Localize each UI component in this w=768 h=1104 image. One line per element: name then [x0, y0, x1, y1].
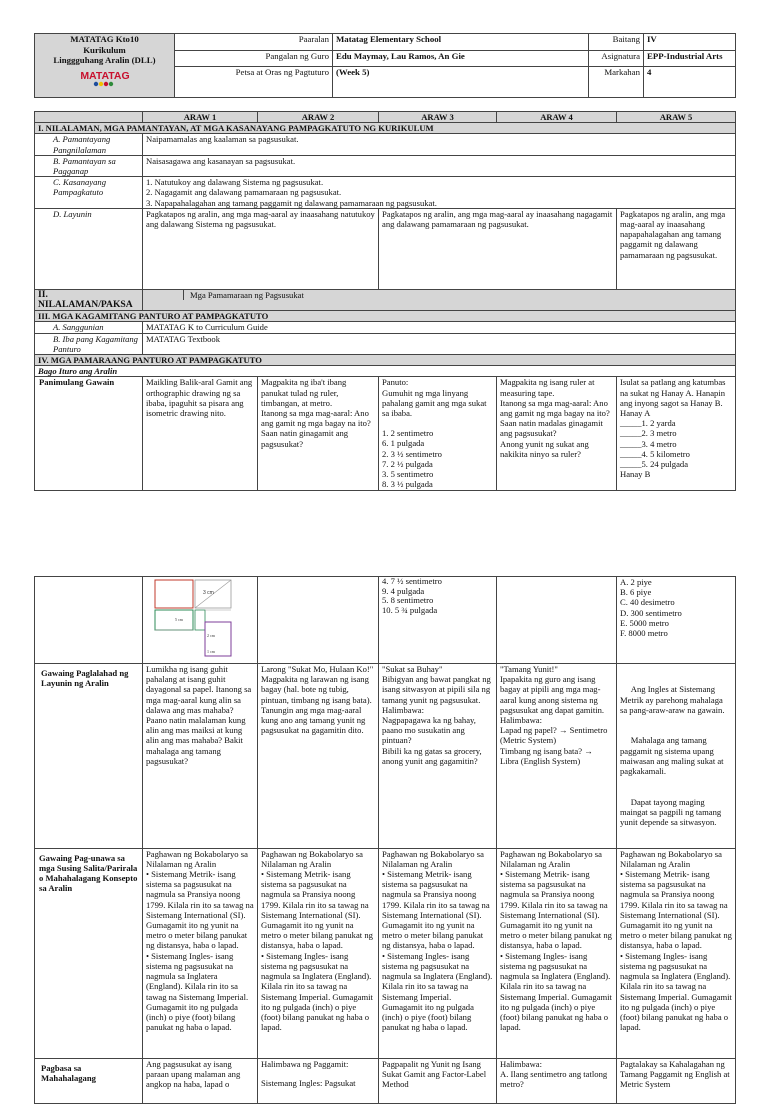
value-pamantayang-pangnilalaman: Naipamamalas ang kaalaman sa pagsusukat.	[143, 134, 736, 155]
vocab-metric: • Sistemang Metrik- isang sistema sa pagsusukat na nagmula sa Pransiya noong 1799. Kilala rin ito sa tawag na Sistemang International (SI). Gumagamit ito ng yunit na metro o meter bilang panukat ng distansya, haba o lapad.	[382, 869, 490, 951]
day-header-1: ARAW 1	[143, 112, 258, 123]
value-guro: Edu Maymay, Lau Ramos, An Gie	[333, 50, 589, 67]
kasanayan-line-3: 3. Napapahalagahan ang tamang paggamit ng dalawang pamamaraan ng pagsusukat.	[146, 197, 437, 208]
label-markahan: Markahan	[589, 67, 644, 98]
panimulang-araw-1: Maikling Balik-aral Gamit ang orthographic drawing ng sa ibaba, ipaguhit sa pisara ang isometric drawing nito.	[143, 377, 258, 491]
pag-unawa-araw-4	[497, 848, 617, 1058]
vocab-english: • Sistemang Ingles- isang sistema ng pagsusukat na nagmula sa Inglatera (England). Kilala rin ito sa tawag na Sistemang Imperial. Gumagamit ito ng pulgada (inch) o piye (foot) bilang panukat ng haba o lapad.	[146, 950, 249, 1033]
section-3-title: III. MGA KAGAMITANG PANTURO AT PAMPAGKATUTO	[35, 311, 736, 322]
pag-unawa-araw-2	[258, 848, 379, 1058]
paglalahad-2-line-1: Larong "Sukat Mo, Hulaan Ko!"	[261, 664, 374, 674]
paglalahad-3-line-5: Bibili ka ng gatas sa grocery, anong yunit ang gagamitin?	[382, 745, 482, 766]
measure-item: 3. 5 sentimetro	[382, 469, 434, 480]
pag-unawa-araw-3	[379, 848, 497, 1058]
label-paaralan: Paaralan	[175, 34, 333, 51]
cont-araw-3	[379, 577, 497, 664]
hanay-a-item: _____3. 4 metro	[620, 438, 677, 449]
hanay-b-item: C. 40 desimetro	[620, 597, 675, 608]
section-2-value	[143, 289, 736, 310]
vocab-title: Paghawan ng Bokabolaryo sa Nilalaman ng Aralin	[146, 848, 248, 869]
cont-araw-4	[497, 577, 617, 664]
paglalahad-araw-3	[379, 664, 497, 849]
vocab-metric: • Sistemang Metrik- isang sistema sa pagsusukat na nagmula sa Pransiya noong 1799. Kilala rin ito sa tawag na Sistemang International (SI). Gumagamit ito ng yunit na metro o meter bilang panukat ng distansya, haba o lapad.	[620, 869, 732, 951]
label-kasanayang-pampagkatuto: C. Kasanayang Pampagkatuto	[35, 177, 143, 209]
vocab-title: Paghawan ng Bokabolaryo sa Nilalaman ng Aralin	[382, 848, 484, 869]
section-4-title: IV. MGA PAMARAANG PANTURO AT PAMPAGKATUTO	[35, 355, 736, 366]
vocab-metric: • Sistemang Metrik- isang sistema sa pagsusukat na nagmula sa Pransiya noong 1799. Kilala rin ito sa tawag na Sistemang International (SI). Gumagamit ito ng yunit na metro o meter bilang panukat ng distansya, haba o lapad.	[500, 869, 612, 951]
drawing-label: 5 cm	[175, 617, 183, 622]
panimulang-3-intro-2: Gumuhit ng mga linyang pahalang gamit ang mga sukat sa ibaba.	[382, 387, 487, 419]
measure-item: 8. 3 ½ pulgada	[382, 479, 433, 490]
matatag-logo	[38, 69, 171, 89]
label-sanggunian: A. Sanggunian	[35, 322, 143, 333]
pagbasa-araw-1: Ang pagsusukat ay isang paraan upang malaman ang angkop na haba, lapad o	[143, 1058, 258, 1103]
day-header-4: ARAW 4	[497, 112, 617, 123]
paglalahad-3-line-2: Bibigyan ang bawat pangkat ng isang sitwasyon at pipili sila ng tamang yunit ng pagsusukat.	[382, 674, 491, 705]
paglalahad-araw-5	[617, 664, 736, 849]
vocab-english: • Sistemang Ingles- isang sistema ng pagsusukat na nagmula sa Inglatera (England). Kilala rin ito sa tawag na Sistemang Imperial. Gumagamit ito ng pulgada (inch) o piye (foot) bilang panukat ng haba o lapad.	[382, 950, 493, 1033]
value-kasanayang-pampagkatuto	[143, 177, 736, 209]
logo-text: MATATAG	[79, 69, 130, 82]
paglalahad-2-line-2: Magpakita ng larawan ng isang bagay (hal. bote ng tubig, pintuan, timbang ng isang bata).	[261, 674, 372, 705]
vocab-metric: • Sistemang Metrik- isang sistema sa pagsusukat na nagmula sa Pransiya noong 1799. Kilala rin ito sa tawag na Sistemang International (SI). Gumagamit ito ng yunit na metro o meter bilang panukat ng distansya, haba o lapad.	[146, 869, 254, 951]
section-1-title: I. NILALAMAN, MGA PAMANTAYAN, AT MGA KASANAYANG PAMPAGKATUTO NG KURIKULUM	[35, 123, 736, 134]
dll-continuation-table	[34, 576, 736, 1104]
program-line-3: Linggguhang Aralin (DLL)	[53, 55, 156, 65]
panimulang-4-line-3: Saan natin madalas ginagamit ang pagsusukat?	[500, 418, 603, 439]
paksa-spacer	[143, 290, 184, 300]
paglalahad-araw-4	[497, 664, 617, 849]
day-header-3: ARAW 3	[379, 112, 497, 123]
vocab-metric: • Sistemang Metrik- isang sistema sa pagsusukat na nagmula sa Pransiya noong 1799. Kilala rin ito sa tawag na Sistemang International (SI). Gumagamit ito ng yunit na metro o meter bilang panukat ng distansya, haba o lapad.	[261, 869, 373, 951]
paglalahad-2-line-3: Tanungin ang mga mag-aaral kung ano ang tamang yunit ng pagsusukat na gagamitin dito.	[261, 704, 366, 736]
pag-unawa-araw-5	[617, 848, 736, 1058]
pagbasa-2-line-2: Sistemang Ingles: Pagsukat	[261, 1077, 356, 1088]
drawing-label: 3 cm	[203, 590, 214, 596]
header-table	[34, 33, 736, 98]
drawing-label: 1 cm	[207, 649, 215, 654]
section-4-subtitle: Bago Ituro ang Aralin	[35, 366, 736, 377]
paglalahad-araw-2	[258, 664, 379, 849]
value-iba-pang-kagamitan: MATATAG Textbook	[143, 333, 736, 354]
cont-araw-5	[617, 577, 736, 664]
orthographic-drawing-cell	[143, 577, 258, 664]
paksa-value: Mga Pamamaraan ng Pagsusukat	[190, 289, 304, 300]
drawing-label: 2 cm	[207, 633, 215, 638]
paglalahad-3-line-4: Nagpapagawa ka ng bahay, paano mo susukatin ang pintuan?	[382, 715, 476, 746]
vocab-title: Paghawan ng Bokabolaryo sa Nilalaman ng Aralin	[261, 848, 363, 869]
paglalahad-4-line-5: Timbang ng isang bata? → Libra (English System)	[500, 745, 593, 766]
value-asignatura: EPP-Industrial Arts	[644, 50, 736, 67]
section-2-title: II. NILALAMAN/PAKSA	[35, 289, 143, 310]
paglalahad-4-line-4: Lapad ng papel? → Sentimetro (Metric System)	[500, 725, 608, 746]
measure-item: 5. 8 sentimetro	[382, 595, 434, 606]
hanay-b-item: F. 8000 metro	[620, 628, 668, 639]
vocab-title: Paghawan ng Bokabolaryo sa Nilalaman ng Aralin	[620, 848, 722, 869]
hanay-a-item: _____1. 2 yarda	[620, 418, 676, 429]
measure-item: 2. 3 ½ sentimetro	[382, 448, 442, 459]
day-header-5: ARAW 5	[617, 112, 736, 123]
hanay-b-item: A. 2 piye	[620, 577, 652, 587]
hanay-a-title: Hanay A	[620, 408, 651, 419]
value-paaralan: Matatag Elementary School	[333, 34, 589, 51]
program-cell	[35, 34, 175, 98]
vocab-english: • Sistemang Ingles- isang sistema ng pagsusukat na nagmula sa Inglatera (England). Kilala rin ito sa tawag na Sistemang Imperial. Gumagamit ito ng pulgada (inch) o piye (foot) bilang panukat ng haba o lapad.	[261, 950, 373, 1033]
hanay-a-item: _____4. 5 kilometro	[620, 448, 690, 459]
value-markahan: 4	[644, 67, 736, 98]
measure-item: 1. 2 sentimetro	[382, 428, 434, 439]
label-layunin: D. Layunin	[35, 208, 143, 289]
cont-label-cell	[35, 577, 143, 664]
pagbasa-4-line-1: Halimbawa:	[500, 1058, 542, 1069]
dll-main-table	[34, 111, 736, 491]
kasanayan-line-1: 1. Natutukoy ang dalawang Sistema ng pagsusukat.	[146, 177, 324, 188]
hanay-a-item: _____2. 3 metro	[620, 428, 677, 439]
vocab-english: • Sistemang Ingles- isang sistema ng pagsusukat na nagmula sa Inglatera (England). Kilala rin ito sa tawag na Sistemang Imperial. Gumagamit ito ng pulgada (inch) o piye (foot) bilang panukat ng haba o lapad.	[500, 950, 612, 1033]
panimulang-2-line-1: Magpakita ng iba't ibang panukat tulad ng ruler, timbangan, at metro.	[261, 377, 347, 408]
pag-unawa-araw-1	[143, 848, 258, 1058]
label-guro: Pangalan ng Guro	[175, 50, 333, 67]
corner-cell	[35, 112, 143, 123]
pagbasa-2-line-1: Halimbawa ng Paggamit:	[261, 1058, 349, 1069]
pagbasa-araw-3: Pagpapalit ng Yunit ng Isang Sukat Gamit ang Factor-Label Method	[379, 1058, 497, 1103]
panimulang-2-line-2: Itanong sa mga mag-aaral: Ano ang gamit ng mga bagay na ito?	[261, 408, 371, 429]
value-baitang: IV	[644, 34, 736, 51]
value-petsa: (Week 5)	[333, 67, 589, 98]
label-pamantayang-pangnilalaman: A. Pamantayang Pangnilalaman	[35, 134, 143, 155]
hanay-b-item: B. 6 piye	[620, 587, 652, 598]
measure-item: 9. 4 pulgada	[382, 585, 425, 596]
paglalahad-3-line-1: "Sukat sa Buhay"	[382, 664, 443, 674]
panimulang-4-line-2: Itanong sa mga mag-aaral: Ano ang gamit ng mga bagay na ito?	[500, 397, 610, 419]
paglalahad-araw-1: Lumikha ng isang guhit pahalang at isang guhit dayagonal sa papel. Itanong sa mga mag-aaral kung alin sa dalawa ang mas mahaba? Paano natin malalaman kung alin ang mas maiksi at kung alin ang mas mahaba? Bakit mahalaga ang tamang pagsusukat?	[143, 664, 258, 849]
layunin-araw-1-2: Pagkatapos ng aralin, ang mga mag-aaral ay inaasahang natutukoy ang dalawang Sistema ng pagsusukat.	[143, 208, 379, 289]
hanay-b-item: E. 5000 metro	[620, 617, 669, 628]
paglalahad-5-line-1: Ang Ingles at Sistemang Metrik ay parehong mahalaga sa pang-araw-araw na gawain.	[620, 684, 726, 715]
measure-item: 4. 7 ½ sentimetro	[382, 576, 442, 586]
label-panimulang-gawain: Panimulang Gawain	[35, 377, 143, 491]
layunin-araw-3-4: Pagkatapos ng aralin, ang mga mag-aaral ay inaasahang nagagamit ang dalawang pamamaraan ng pagsusukat.	[379, 208, 617, 289]
paglalahad-4-line-2: Ipapakita ng guro ang isang bagay at pipili ang mga mag-aaral kung anong sistema ng pagsusukat ang dapat gamitin.	[500, 674, 605, 715]
label-pamantayan-pagganap: B. Pamantayan sa Pagganap	[35, 155, 143, 176]
label-baitang: Baitang	[589, 34, 644, 51]
paglalahad-3-line-3: Halimbawa:	[382, 704, 424, 715]
label-petsa: Petsa at Oras ng Pagtuturo	[175, 67, 333, 98]
orthographic-drawing	[147, 577, 247, 663]
label-iba-pang-kagamitan: B. Iba pang Kagamitang Panturo	[35, 333, 143, 354]
paglalahad-4-line-3: Halimbawa:	[500, 715, 542, 726]
vocab-title: Paghawan ng Bokabolaryo sa Nilalaman ng Aralin	[500, 848, 602, 869]
panimulang-4-line-4: Anong yunit ng sukat ang nakikita ninyo sa ruler?	[500, 438, 589, 459]
panimulang-4-line-1: Magpakita ng isang ruler at measuring tape.	[500, 377, 595, 398]
panimulang-araw-3	[379, 377, 497, 491]
label-paglalahad: Gawaing Paglalahad ng Layunin ng Aralin	[35, 664, 143, 849]
value-sanggunian: MATATAG K to Curriculum Guide	[143, 322, 736, 333]
pagbasa-araw-5: Pagtalakay sa Kahalagahan ng Tamang Paggamit ng English at Metric System	[617, 1058, 736, 1103]
measure-item: 10. 5 ¾ pulgada	[382, 604, 438, 615]
vocab-english: • Sistemang Ingles- isang sistema ng pagsusukat na nagmula sa Inglatera (England). Kilala rin ito sa tawag na Sistemang Imperial. Gumagamit ito ng pulgada (inch) o piye (foot) bilang panukat ng haba o lapad.	[620, 950, 732, 1033]
pagbasa-4-line-2: A. Ilang sentimetro ang tatlong metro?	[500, 1068, 608, 1090]
label-pag-unawa: Gawaing Pag-unawa sa mga Susing Salita/Parirala o Mahahalagang Konsepto sa Aralin	[35, 848, 143, 1058]
hanay-b-item: D. 300 sentimetro	[620, 607, 682, 618]
pagbasa-araw-2	[258, 1058, 379, 1103]
panimulang-2-line-3: Saan natin ginagamit ang pagsusukat?	[261, 428, 349, 449]
kasanayan-line-2: 2. Nagagamit ang dalawang pamamaraan ng pagsusukat.	[146, 187, 342, 198]
panimulang-araw-2	[258, 377, 379, 491]
day-header-2: ARAW 2	[258, 112, 379, 123]
paglalahad-4-line-1: "Tamang Yunit!"	[500, 664, 558, 674]
paglalahad-5-line-2: Mahalaga ang tamang paggamit ng sistema upang maiwasan ang maling sukat at pagkakamali.	[620, 735, 726, 777]
panimulang-5-line-1: Isulat sa patlang ang katumbas na sukat ng Hanay A. Hanapin ang inyong sagot sa Hanay B.	[620, 377, 726, 408]
hanay-b-title: Hanay B	[620, 469, 651, 480]
program-line-1: MATATAG Kto10	[70, 34, 139, 44]
label-pagbasa: Pagbasa sa Mahahalagang	[35, 1058, 143, 1103]
paglalahad-5-line-3: Dapat tayong maging maingat sa pagpili ng tamang yunit depende sa sitwasyon.	[620, 796, 724, 828]
panimulang-3-intro-1: Panuto:	[382, 377, 409, 388]
pagbasa-araw-4	[497, 1058, 617, 1103]
label-asignatura: Asignatura	[589, 50, 644, 67]
cont-araw-2	[258, 577, 379, 664]
measure-item: 6. 1 pulgada	[382, 438, 425, 449]
measure-item: 7. 2 ½ pulgada	[382, 458, 433, 469]
panimulang-araw-5	[617, 377, 736, 491]
program-line-2: Kurikulum	[83, 44, 126, 55]
hanay-a-item: _____5. 24 pulgada	[620, 459, 689, 470]
layunin-araw-5: Pagkatapos ng aralin, ang mga mag-aaral ay inaasahang napapahalagahan ang tamang paggamit ng dalawang pamamaraan ng pagsusukat.	[617, 208, 736, 289]
value-pamantayan-pagganap: Naisasagawa ang kasanayan sa pagsusukat.	[143, 155, 736, 176]
panimulang-araw-4	[497, 377, 617, 491]
